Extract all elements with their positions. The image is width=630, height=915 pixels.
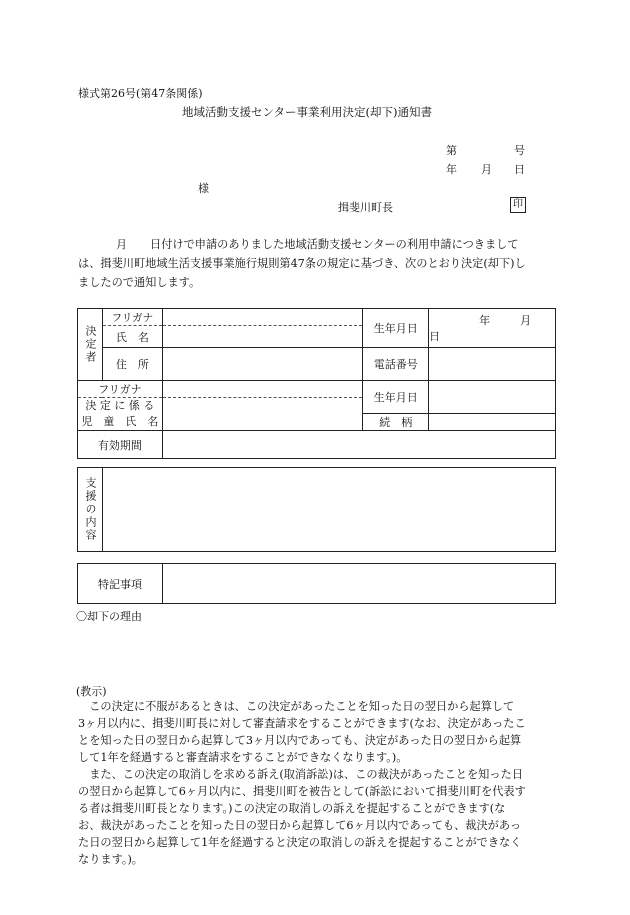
- body-text-line1: 日付けで申請のありました地域活動支援センターの利用申請につきまして: [150, 238, 519, 251]
- address-label: 住 所: [102, 348, 162, 381]
- doc-number-prefix: 第: [446, 144, 457, 157]
- special-notes-field[interactable]: [163, 564, 556, 604]
- birthdate-label: 生年月日: [363, 309, 429, 348]
- special-notes-label: 特記事項: [78, 564, 163, 604]
- decider-label: 決定者: [78, 309, 103, 381]
- relation-field[interactable]: [429, 414, 556, 431]
- body-month: 月: [116, 238, 127, 251]
- rejection-reason-label: 〇却下の理由: [76, 610, 142, 623]
- issuer-name: 揖斐川町長: [338, 201, 393, 214]
- notice-paragraph-1: この決定に不服があるときは、この決定があったことを知った日の翌日から起算して 3ヶ月以内に、揖斐川町長に対して審査請求をすることができます(なお、決定があったこ とを知った日の翌日から起算して3ヶ月以内であっても、決定があった日の翌日から起算 して1年を経過すると審査請求をすることができなくなります。)。: [78, 700, 526, 764]
- seal-mark: 印: [510, 197, 526, 213]
- address-field[interactable]: [162, 348, 362, 381]
- furigana-label: フリガナ: [102, 309, 162, 326]
- support-content-field[interactable]: [103, 468, 556, 552]
- child-name-label: 決 定 に 係 る 児 童 氏 名: [78, 398, 163, 431]
- phone-label: 電話番号: [363, 348, 429, 381]
- validity-field[interactable]: [162, 431, 555, 459]
- child-birthdate-label: 生年月日: [363, 381, 429, 414]
- support-content-table: [77, 467, 556, 552]
- doc-number-suffix: 号: [514, 144, 525, 157]
- decision-table: [77, 308, 556, 459]
- document-title: 地域活動支援センター事業利用決定(却下)通知書: [182, 105, 433, 119]
- body-text-line2: は、揖斐川町地域生活支援事業施行規則第47条の規定に基づき、次のとおり決定(却下)し: [78, 257, 526, 270]
- relation-label: 続 柄: [363, 414, 429, 431]
- furigana-field[interactable]: [162, 309, 362, 326]
- support-content-label: 支援の内容: [78, 468, 103, 552]
- notice-heading: (教示): [76, 685, 107, 698]
- child-furigana-label: フリガナ: [78, 381, 163, 398]
- child-birthdate-field[interactable]: [429, 381, 556, 414]
- child-furigana-field[interactable]: [162, 381, 362, 398]
- phone-field[interactable]: [429, 348, 556, 381]
- validity-label: 有効期間: [78, 431, 163, 459]
- addressee-suffix: 様: [198, 182, 209, 195]
- child-name-field[interactable]: [162, 398, 362, 431]
- birthdate-field[interactable]: 年 月日: [429, 309, 556, 348]
- body-text-line3: ましたので通知します。: [78, 276, 201, 289]
- special-notes-table: [77, 563, 556, 604]
- form-number: 様式第26号(第47条関係): [78, 87, 203, 100]
- date-day: 日: [514, 163, 525, 176]
- date-month: 月: [481, 163, 492, 176]
- notice-paragraph-2: また、この決定の取消しを求める訴え(取消訴訟)は、この裁決があったことを知った日 の翌日から起算して6ヶ月以内に、揖斐川町を被告として(訴訟において揖斐川町を代表す る者は揖斐川町長となります。)この決定の取消しの訴えを提起することができます(な お、裁決があったことを知った日の翌日から起算して6ヶ月以内であっても、裁決があっ た日の翌日から起算して1年を経過すると決定の取消しの訴えを提起することができなく なります。)。: [78, 768, 526, 866]
- date-year: 年: [446, 163, 457, 176]
- name-label: 氏 名: [102, 326, 162, 348]
- name-field[interactable]: [162, 326, 362, 348]
